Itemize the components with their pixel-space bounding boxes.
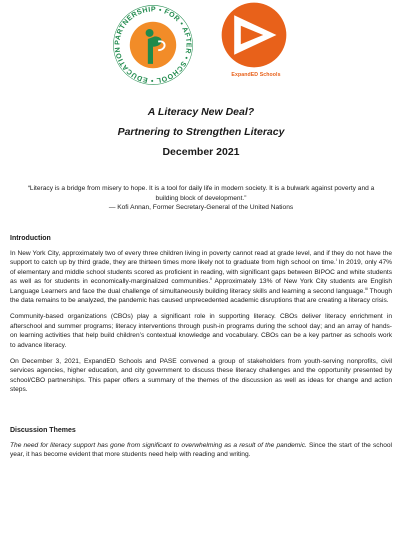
endnote-ii: ii <box>210 276 212 282</box>
endnote-i: i <box>335 257 337 263</box>
title-line-2: Partnering to Strengthen Literacy <box>117 126 285 138</box>
expanded-schools-logo <box>221 2 287 68</box>
introduction-heading: Introduction <box>10 235 51 242</box>
title-date: December 2021 <box>162 146 240 158</box>
expanded-schools-wordmark: ExpandED Schools <box>231 72 281 78</box>
discussion-paragraph-1: The need for literacy support has gone from significant to overwhelming as a result of the pandemic. Since the start of the school year, it has become evident that more students need help with reading and writing. <box>10 441 392 459</box>
title-block <box>10 106 392 158</box>
introduction-paragraph-3: On December 3, 2021, ExpandED Schools and PASE convened a group of stakeholders from youth-serving nonprofits, civil services agencies, higher education, and city government to discuss these literacy challenges and the opportunity presented by school/CBO partnerships. This paper offers a summary of the themes of the discussion as well as ideas for change and action steps. <box>10 358 392 394</box>
discussion-heading: Discussion Themes <box>10 426 76 434</box>
epigraph-quote: “Literacy is a bridge from misery to hope. It is a tool for daily life in modern society. It is a bulwark against poverty and a building block of development.” <box>27 185 375 202</box>
quote-attribution: — Kofi Annan, Former Secretary-General of the United Nations <box>108 204 294 211</box>
introduction-paragraph-1: In New York City, approximately two of every three children living in poverty cannot read at grade level, and if they do not have the support to catch up by third grade, they are thirteen times more likely not to graduate from high school on time.$^i$ In 2019, only 47% of elementary and middle school students scored as proficient in reading, with significant gaps between BIPOC and white students as well as for students in economically-marginalized communities.$^{ii}$ Approximately 13% of New York City students are English Language Learners and face the dual challenge of simultaneously building literacy skills and learning a second language.$^{iii}$ Though the data remains to be analyzed, the pandemic has caused unprecedented academic disruptions that are creating a literacy crisis. <box>10 250 392 305</box>
pase-ring-text: PARTNERSHIP • FOR • AFTER • SCHOOL • EDUCATION <box>114 6 192 84</box>
introduction-paragraph-2: Community-based organizations (CBOs) play a significant role in supporting literacy. CBOs deliver literacy enrichment in afterschool and summer programs; literacy interventions through push-in programs during the school day; and an array of hands-on learning activities that help build children’s contextual knowledge and vocabulary. CBOs can be a key partner as schools work to advance literacy. <box>10 313 392 349</box>
logo-header <box>10 0 392 90</box>
pase-logo <box>110 2 196 88</box>
endnote-iii: iii <box>365 285 368 291</box>
title-line-1: A Literacy New Deal? <box>147 106 255 118</box>
